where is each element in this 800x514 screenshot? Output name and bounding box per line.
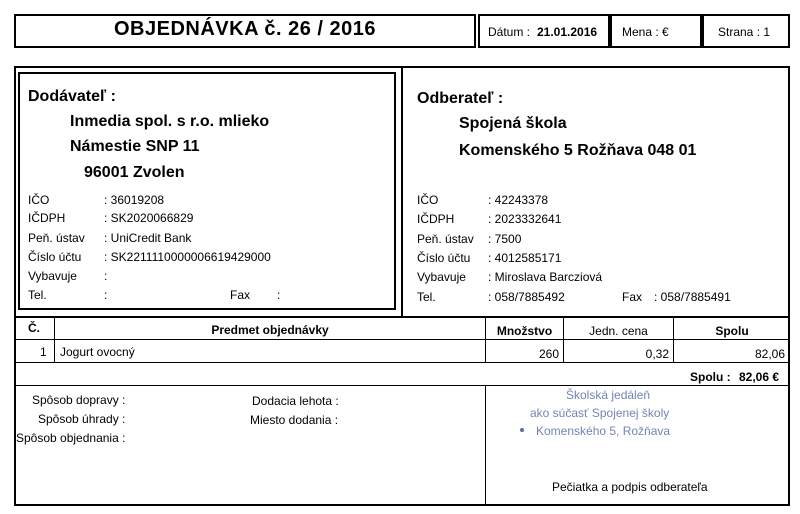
table-header-no: Č.	[28, 321, 40, 335]
supplier-ico-label: IČO	[28, 193, 50, 207]
customer-account-value: : 4012585171	[488, 251, 562, 265]
date-value: 21.01.2016	[537, 25, 598, 39]
delivery-place-label: Miesto dodania :	[250, 413, 339, 427]
customer-fax-value: : 058/7885491	[654, 290, 731, 304]
transport-method-label: Spôsob dopravy :	[32, 393, 126, 407]
supplier-ico-value: : 36019208	[104, 193, 165, 207]
signature-box-divider	[485, 386, 486, 505]
supplier-heading: Dodávateľ :	[28, 88, 116, 105]
signature-caption: Pečiatka a podpis odberateľa	[552, 480, 708, 494]
payment-method-label: Spôsob úhrady :	[38, 412, 126, 426]
table-row-qty: 260	[538, 347, 559, 361]
date-label: Dátum :	[488, 25, 531, 39]
customer-contact-value: : Miroslava Barcziová	[488, 270, 603, 284]
customer-icdph-value: : 2023332641	[488, 212, 562, 226]
customer-tel-label: Tel.	[417, 290, 436, 304]
page-number: Strana : 1	[718, 25, 771, 39]
stamp-line-2: ako súčasť Spojenej školy	[530, 406, 670, 420]
customer-bank-label: Peň. ústav	[417, 232, 474, 246]
supplier-tel-value: :	[104, 288, 108, 302]
customer-bank-value: : 7500	[488, 232, 522, 246]
customer-contact-label: Vybavuje	[417, 270, 466, 284]
delivery-term-label: Dodacia lehota :	[252, 394, 339, 408]
customer-name: Spojená škola	[459, 115, 567, 132]
supplier-bank-value: : UniCredit Bank	[104, 231, 192, 245]
supplier-fax-label: Fax	[230, 288, 251, 302]
table-header-item: Predmet objednávky	[211, 323, 329, 337]
table-header-total: Spolu	[715, 324, 749, 338]
stamp-line-1: Školská jedáleň	[566, 388, 651, 402]
supplier-fax-value: :	[277, 288, 281, 302]
sum-label: Spolu :	[690, 370, 731, 384]
customer-heading: Odberateľ :	[417, 90, 504, 107]
table-sum-bottom-line	[14, 385, 790, 386]
supplier-contact-value: :	[104, 269, 108, 283]
order-method-label: Spôsob objednania :	[16, 431, 126, 445]
customer-account-label: Číslo účtu	[417, 251, 471, 265]
table-row-total: 82,06	[754, 347, 785, 361]
customer-icdph-label: IČDPH	[417, 212, 455, 226]
supplier-icdph-label: IČDPH	[28, 211, 66, 225]
supplier-contact-label: Vybavuje	[28, 269, 77, 283]
supplier-name: Inmedia spol. s r.o. mlieko	[70, 113, 270, 130]
table-header-price: Jedn. cena	[589, 324, 648, 338]
currency-label: Mena : €	[622, 25, 669, 39]
supplier-tel-label: Tel.	[28, 288, 47, 302]
table-row-no: 1	[40, 345, 47, 359]
customer-tel-value: : 058/7885492	[488, 290, 565, 304]
supplier-account-value: : SK2211110000006619429000	[104, 250, 271, 264]
customer-address: Komenského 5 Rožňava 048 01	[459, 142, 697, 159]
sum-value: 82,06 €	[739, 370, 780, 384]
page-title: OBJEDNÁVKA č. 26 / 2016	[114, 18, 376, 40]
customer-ico-value: : 42243378	[488, 193, 549, 207]
supplier-account-label: Číslo účtu	[28, 250, 82, 264]
supplier-street: Námestie SNP 11	[70, 138, 200, 155]
table-row-price: 0,32	[645, 347, 669, 361]
stamp-dot-icon	[520, 428, 524, 432]
supplier-bank-label: Peň. ústav	[28, 231, 85, 245]
table-row-item: Jogurt ovocný	[60, 345, 135, 359]
stamp-line-3: Komenského 5, Rožňava	[536, 424, 671, 438]
customer-ico-label: IČO	[417, 193, 439, 207]
column-divider	[401, 68, 403, 316]
table-header-qty: Množstvo	[496, 324, 553, 338]
supplier-icdph-value: : SK2020066829	[104, 211, 194, 225]
customer-fax-label: Fax	[622, 290, 643, 304]
supplier-city: 96001 Zvolen	[84, 164, 185, 181]
